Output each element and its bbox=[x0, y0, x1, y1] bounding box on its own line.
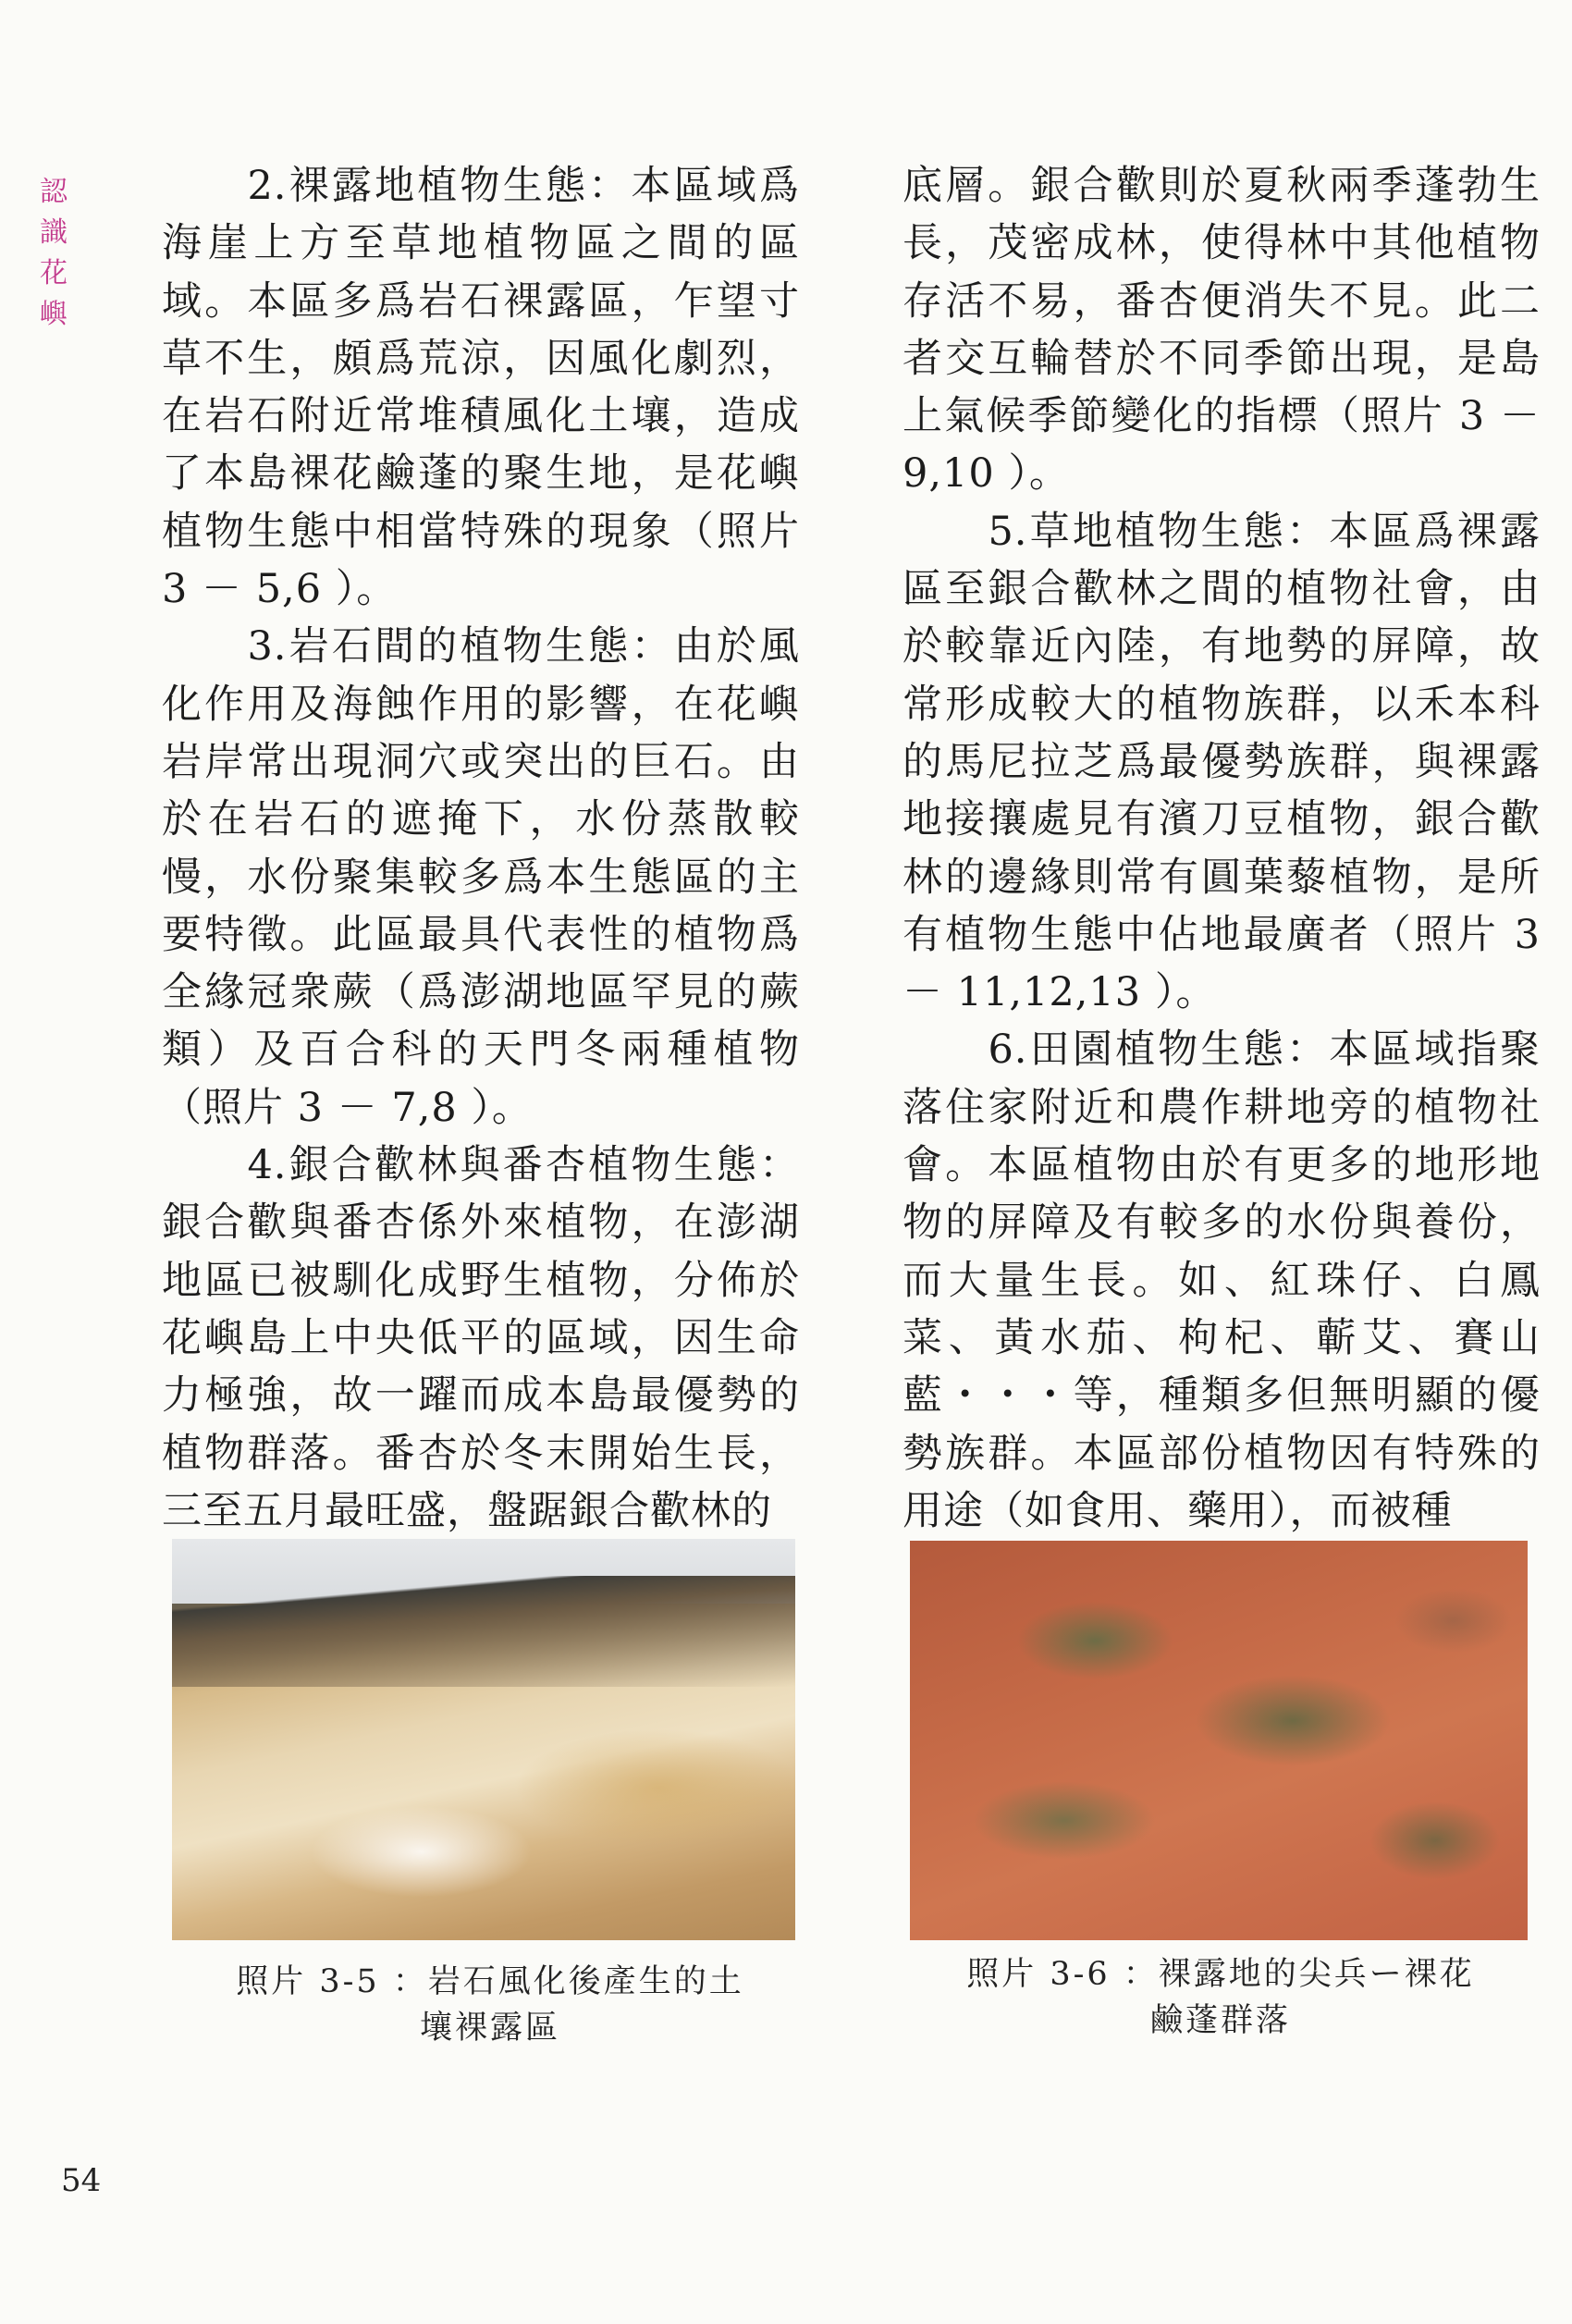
caption-line: 照片 3-6 ：裸露地的尖兵ー裸花 bbox=[966, 1956, 1475, 1993]
photo-weathered-soil-area bbox=[172, 1539, 795, 1940]
left-text-column bbox=[162, 157, 800, 1540]
page-number: 54 bbox=[61, 2162, 102, 2199]
side-label-char: 認 bbox=[40, 176, 68, 208]
paragraph-farmland-ecology: 6.田園植物生態：本區域指聚落住家附近和農作耕地旁的植物社會。本區植物由於有更多的地形地物的屏障及有較多的水份與養份，而大量生長。如、紅珠仔、白鳳菜、黃水茄、枸杞、蘄艾、賽山藍・・・等，種類多但無明顯的優勢族群。本區部份植物因有特殊的用途（如食用、藥用），而被種 bbox=[903, 1027, 1541, 1534]
side-label-char: 嶼 bbox=[40, 298, 68, 330]
photo-suaeda-colony bbox=[910, 1541, 1528, 1940]
caption-line: 壤裸露區 bbox=[419, 2010, 560, 2047]
caption-line: 照片 3-5 ：岩石風化後產生的土 bbox=[236, 1963, 744, 2000]
paragraph-leucaena-tetragonia-ecology: 4.銀合歡林與番杏植物生態：銀合歡與番杏係外來植物，在澎湖地區已被馴化成野生植物，分佈於花嶼島上中央低平的區域，因生命力極強，故一躍而成本島最優勢的植物群落。番杏於冬末開始生長，三至五月最旺盛，盤踞銀合歡林的 bbox=[162, 1142, 800, 1534]
paragraph-bare-ground-ecology: 2.裸露地植物生態：本區域爲海崖上方至草地植物區之間的區域。本區多爲岩石裸露區，乍望寸草不生，頗爲荒涼，因風化劇烈，在岩石附近常堆積風化土壤，造成了本島裸花鹼蓬的聚生地，是花嶼植物生態中相當特殊的現象（照片 3 － 5,6 ）。 bbox=[162, 163, 800, 613]
paragraph-leucaena-continued: 底層。銀合歡則於夏秋兩季蓬勃生長，茂密成林，使得林中其他植物存活不易，番杏便消失不見。此二者交互輪替於不同季節出現，是島上氣候季節變化的指標（照片 3 － 9,10 ）。 bbox=[903, 163, 1541, 498]
side-label-char: 花 bbox=[40, 257, 68, 289]
paragraph-grassland-ecology: 5.草地植物生態：本區爲裸露區至銀合歡林之間的植物社會，由於較靠近內陸，有地勢的屏障，故常形成較大的植物族群，以禾本科的馬尼拉芝爲最優勢族群，與裸露地接攘處見有濱刀豆植物，銀合歡林的邊緣則常有圓葉藜植物，是所有植物生態中佔地最廣者（照片 3 － 11,12,13 ）。 bbox=[903, 508, 1541, 1016]
photo-caption-3-6 bbox=[911, 1951, 1530, 2044]
side-label-char: 識 bbox=[40, 216, 68, 249]
photo-caption-3-5 bbox=[176, 1959, 804, 2051]
photo-hill-ridge bbox=[172, 1576, 795, 1687]
paragraph-rock-crevice-ecology: 3.岩石間的植物生態：由於風化作用及海蝕作用的影響，在花嶼岩岸常出現洞穴或突出的巨石。由於在岩石的遮掩下，水份蒸散較慢，水份聚集較多爲本生態區的主要特徵。此區最具代表性的植物爲全緣冠衆蕨（爲澎湖地區罕見的蕨類）及百合科的天門冬兩種植物（照片 3 － 7,8 ）。 bbox=[162, 623, 800, 1131]
side-section-label bbox=[35, 172, 72, 335]
right-text-column bbox=[903, 157, 1541, 1540]
caption-line: 鹼蓬群落 bbox=[1149, 2002, 1291, 2039]
